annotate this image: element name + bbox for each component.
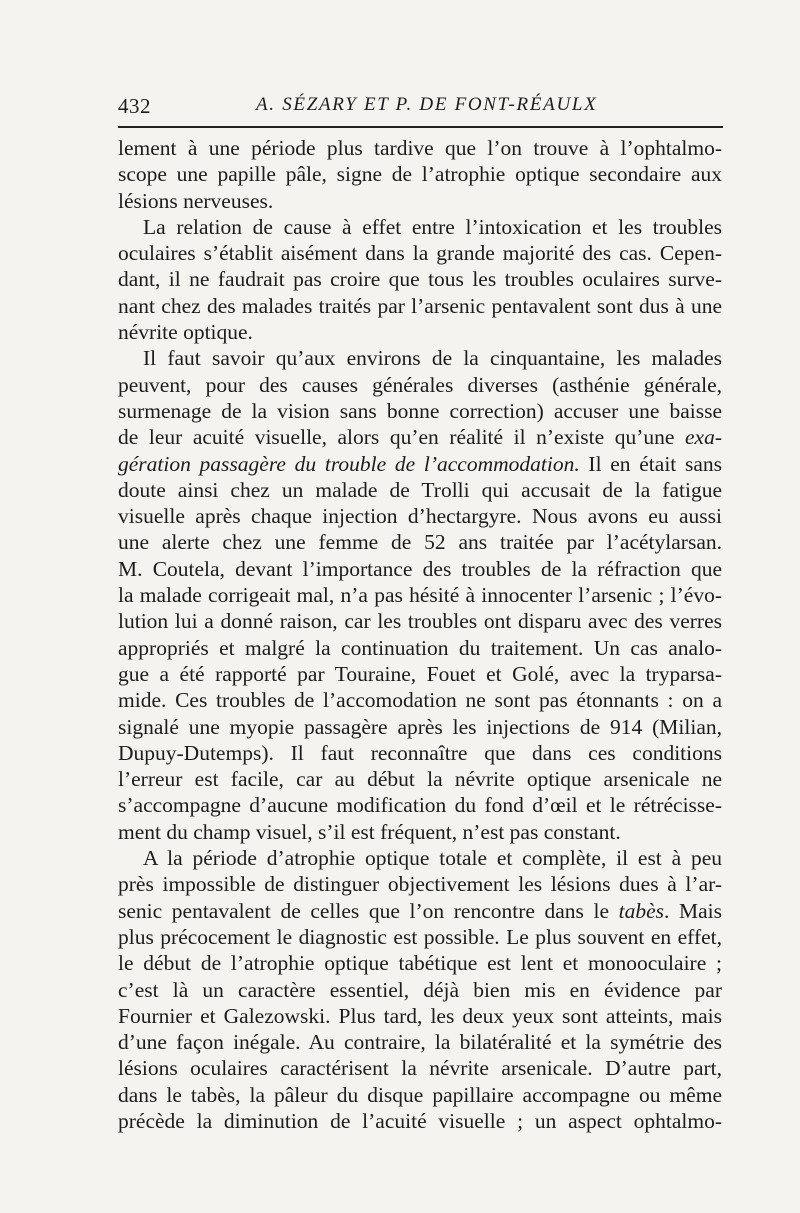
text-line [118,451,722,477]
text-line: lution lui a donné raison, car les troubles ont disparu avec des verres [118,609,722,634]
text-line: Il faut savoir qu’aux environs de la cinquantaine, les malades [143,346,722,371]
text-line: la malade corrigeait mal, n’a pas hésité à innocenter l’arsenic ; l’évo- [118,583,722,608]
text-line: Fournier et Galezowski. Plus tard, les deux yeux sont atteints, mais [118,1003,722,1028]
text-line: près impossible de distinguer objectivement les lésions dues à l’ar- [118,872,722,897]
text-line: une alerte chez une femme de 52 ans traitée par l’acétylarsan. [118,530,722,555]
page-header [118,94,722,118]
text-line [118,898,722,924]
italic-segment: gération passagère du trouble de l’accommodation. [118,451,580,476]
text-line: doute ainsi chez un malade de Trolli qui accusait de la fatigue [118,477,722,502]
running-head: A. SÉZARY ET P. DE FONT-RÉAULX [256,94,598,115]
italic-segment: tabès [618,898,665,923]
text-line: plus précocement le diagnostic est possible. Le plus souvent en effet, [118,924,722,949]
text-line: peuvent, pour des causes générales diverses (asthénie générale, [118,372,722,397]
text-line: névrite optique. [118,320,253,345]
text-line: lésions oculaires caractérisent la névrite arsenicale. D’autre part, [118,1056,722,1081]
text-line: M. Coutela, devant l’importance des troubles de la réfraction que [118,556,722,581]
text-line: précède la diminution de l’acuité visuelle ; un aspect ophtalmo- [118,1108,722,1133]
text-segment: de leur acuité visuelle, alors qu’en réalité il n’existe qu’une [118,425,675,450]
text-line: mide. Ces troubles de l’accomodation ne sont pas étonnants : on a [118,688,722,713]
text-line: le début de l’atrophie optique tabétique est lent et monooculaire ; [118,951,722,976]
text-line: scope une papille pâle, signe de l’atrophie optique secondaire aux [118,162,722,187]
text-line: visuelle après chaque injection d’hectargyre. Nous avons eu aussi [118,504,722,529]
page-number: 432 [118,94,151,118]
italic-segment: exa- [685,425,722,450]
text-line: nant chez des malades traités par l’arsenic pentavalent sont dus à une [118,293,722,318]
text-line: La relation de cause à effet entre l’intoxication et les troubles [143,214,722,239]
text-line: oculaires s’établit aisément dans la grande majorité des cas. Cepen- [118,241,722,266]
text-line: dans le tabès, la pâleur du disque papillaire accompagne ou même [118,1082,722,1107]
text-line: Dupuy-Dutemps). Il faut reconnaître que dans ces conditions [118,740,722,765]
text-line: l’erreur est facile, car au début la névrite optique arsenicale ne [118,767,722,792]
text-segment: Il en était sans [579,451,722,476]
text-line: lement à une période plus tardive que l’on trouve à l’ophtalmo- [118,136,722,160]
text-line [118,424,722,450]
text-line: gue a été rapporté par Touraine, Fouet et Golé, avec la tryparsa- [118,661,722,686]
text-line: appropriés et malgré la continuation du traitement. Un cas analo- [118,635,722,660]
text-segment: . Mais [664,898,722,923]
body-text [118,135,722,1134]
text-segment: senic pentavalent de celles que l’on rencontre dans le [118,898,610,923]
header-rule [118,126,723,128]
text-line: dant, il ne faudrait pas croire que tous les troubles oculaires surve- [118,267,722,292]
text-line: lésions nerveuses. [118,188,274,213]
text-line: signalé une myopie passagère après les injections de 914 (Milian, [118,714,722,739]
text-line: ment du champ visuel, s’il est fréquent, n’est pas constant. [118,819,621,844]
text-line: d’une façon inégale. Au contraire, la bilatéralité et la symétrie des [118,1030,722,1055]
text-line: surmenage de la vision sans bonne correction) accuser une baisse [118,398,722,423]
text-line: c’est là un caractère essentiel, déjà bien mis en évidence par [118,977,722,1002]
text-line: s’accompagne d’aucune modification du fond d’œil et le rétrécisse- [118,793,722,818]
text-line: A la période d’atrophie optique totale et complète, il est à peu [143,846,722,871]
